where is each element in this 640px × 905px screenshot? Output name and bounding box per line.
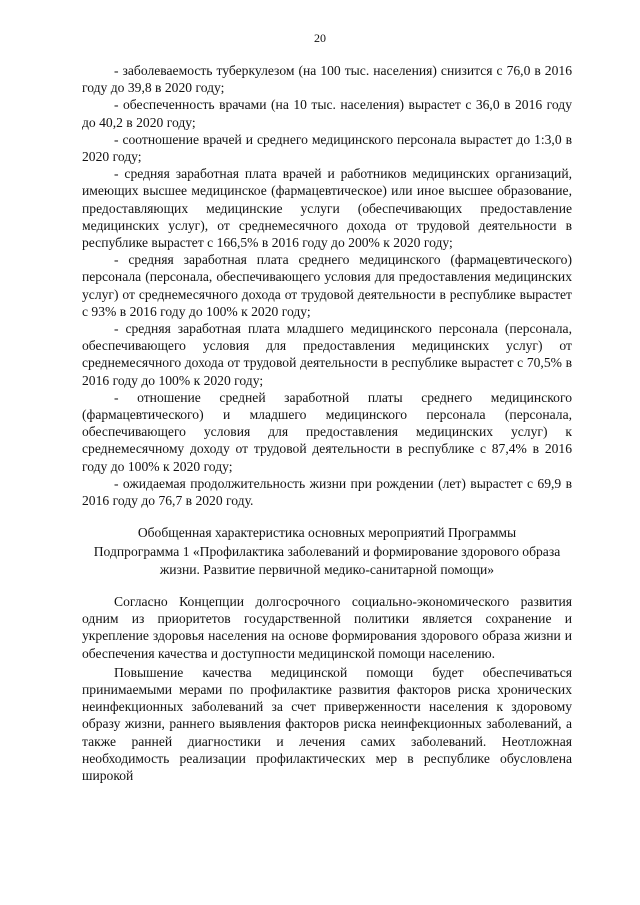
bullet-doctors-salary: - средняя заработная плата врачей и работников медицинских организаций, имеющих высшее медицинское (фармацевтическое) или иное высшее образование, предоставляющих медицинские услуги (обеспечивающих предоставление медицинских услуг), от среднемесячного дохода от трудовой деятельности в республике вырастет с 166,5% в 2016 году до 200% к 2020 году; [82,166,572,251]
section-heading-title: Обобщенная характеристика основных мероприятий Программы [137,525,517,541]
paragraph-concept: Согласно Концепции долгосрочного социально-экономического развития одним из приоритетов государственной политики является сохранение и укрепление здоровья населения на основе формирования здорового образа жизни и обеспечения качества и доступности медицинской помощи населению. [82,593,572,661]
bullet-salary-ratio: - отношение средней заработной платы среднего медицинского (фармацевтического) и младшего медицинского персонала (персонала, обеспечивающего условия для предоставления медицинских услуг) к среднемесячному доходу от трудовой деятельности в республике с 87,4% в 2016 году до 100% к 2020 году; [82,389,572,474]
bullet-doctor-nurse-ratio: - соотношение врачей и среднего медицинского персонала вырастет до 1:3,0 в 2020 году; [82,131,572,165]
page-content [82,62,572,784]
bullet-doctors-availability: - обеспеченность врачами (на 10 тыс. населения) вырастет с 36,0 в 2016 году до 40,2 в 2020 году; [82,97,572,130]
bullet-junior-staff-salary: - средняя заработная плата младшего медицинского персонала (персонала, обеспечивающего условия для предоставления медицинских услуг) от среднемесячного дохода от трудовой деятельности в республике вырастет с 70,5% в 2016 году до 100% к 2020 году; [82,321,572,388]
bullet-tuberculosis: - заболеваемость туберкулезом (на 100 тыс. населения) снизится с 76,0 в 2016 году до 39,8 в 2020 году; [82,63,572,96]
page-number: 20 [314,31,326,45]
bullet-life-expectancy: - ожидаемая продолжительность жизни при рождении (лет) вырастет с 69,9 в 2016 году до 76,7 в 2020 году. [82,475,572,509]
bullet-mid-staff-salary: - средняя заработная плата среднего медицинского (фармацевтического) персонала (персонала, обеспечивающего условия для предоставления медицинских услуг) от среднемесячного дохода от трудовой деятельности в республике вырастет с 93% в 2016 году до 100% к 2020 году; [82,252,572,319]
paragraph-quality: Повышение качества медицинской помощи будет обеспечиваться принимаемыми мерами по профилактике развития факторов риска хронических неинфекционных заболеваний за счет приверженности населения к здоровому образу жизни, раннего выявления факторов риска неинфекционных заболеваний, а также ранней диагностики и лечения самих заболеваний. Неотложная необходимость реализации профилактических мер в республике обусловлена широкой [82,664,572,783]
section-heading-subprogram: Подпрограмма 1 «Профилактика заболеваний и формирование здорового образа жизни. Развитие первичной медико-санитарной помощи» [93,544,561,577]
